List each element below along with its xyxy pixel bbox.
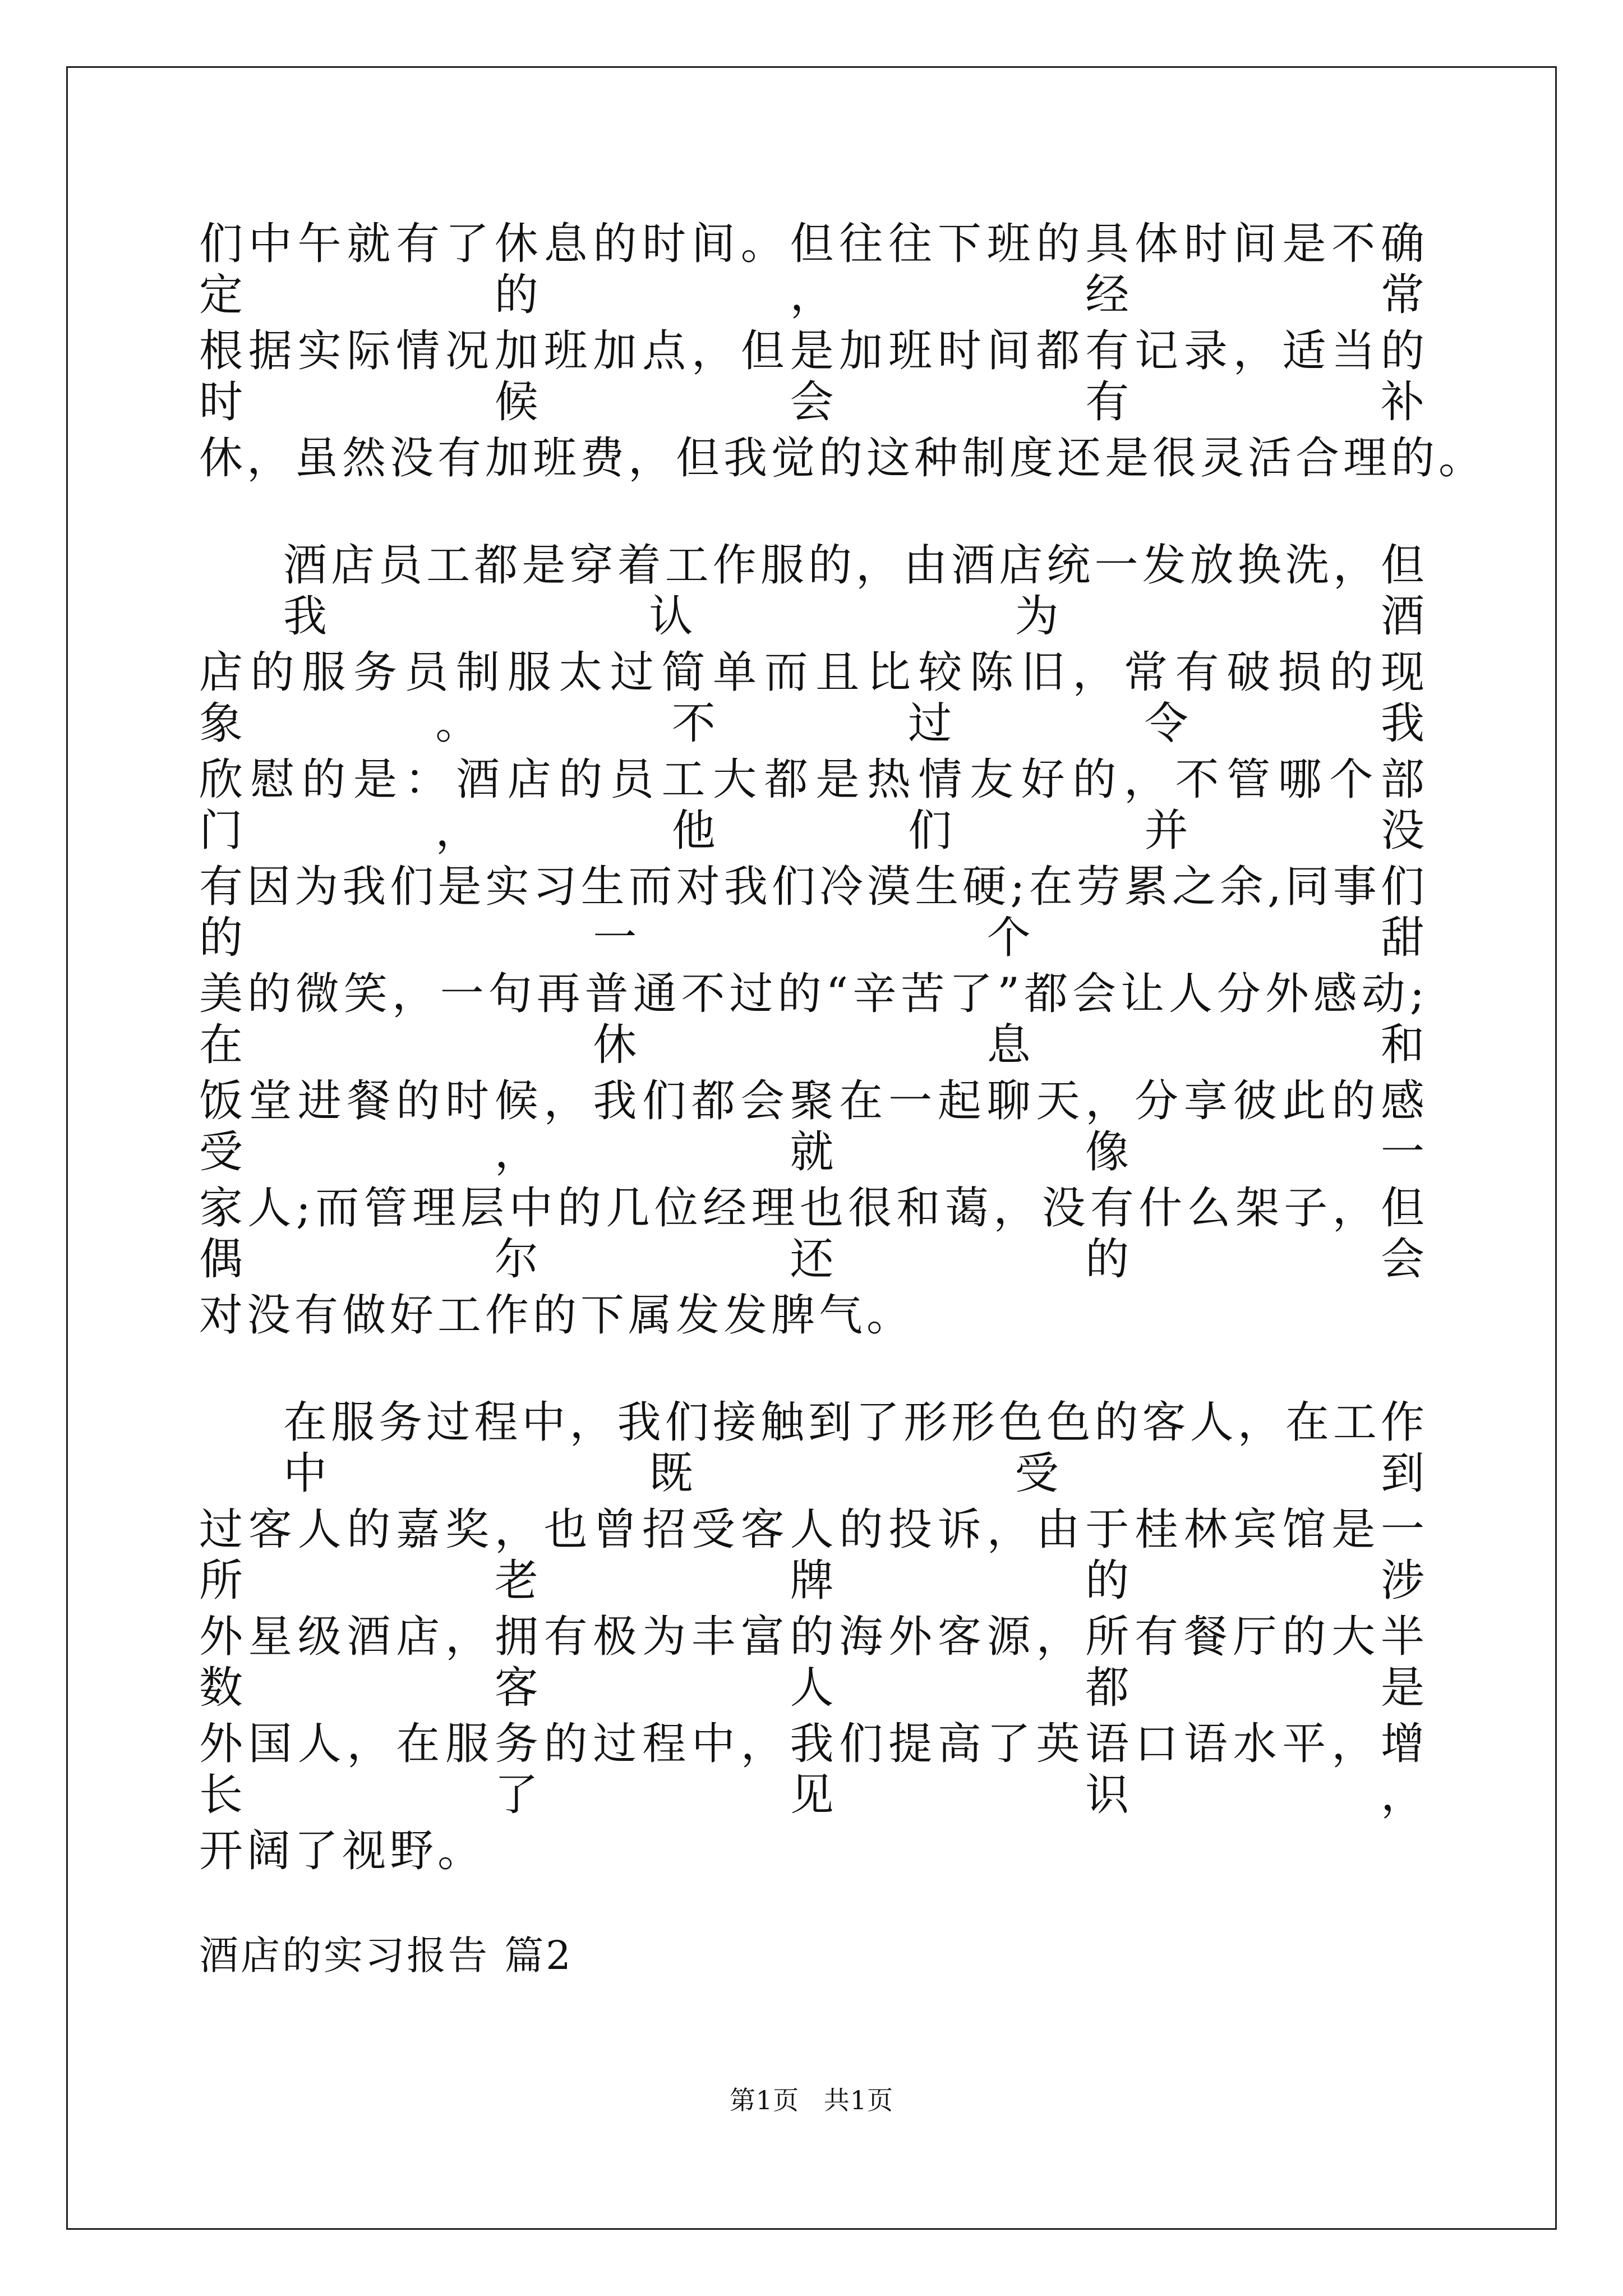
paragraph-lines (199, 219, 1487, 1877)
text-line: 美的微笑，一句再普通不过的“辛苦了”都会让人分外感动;在休息和 (199, 969, 1428, 1070)
text-line: 根据实际情况加班加点，但是加班时间都有记录，适当的时候会有补 (199, 326, 1428, 427)
text-line: 家人;而管理层中的几位经理也很和蔼，没有什么架子，但偶尔还的会 (199, 1183, 1428, 1285)
text-line: 有因为我们是实习生而对我们冷漠生硬;在劳累之余,同事们的一个甜 (199, 862, 1428, 963)
text-line: 对没有做好工作的下属发发脾气。 (199, 1290, 915, 1341)
document-body (199, 219, 1487, 1978)
text-line: 酒店员工都是穿着工作服的，由酒店统一发放换洗，但我认为酒 (283, 540, 1428, 642)
text-line: 过客人的嘉奖，也曾招受客人的投诉，由于桂林宾馆是一所老牌的涉 (199, 1504, 1428, 1606)
text-line: 休，虽然没有加班费，但我觉的这种制度还是很灵活合理的。 (199, 433, 1487, 484)
text-line: 外国人，在服务的过程中，我们提高了英语口语水平，增长了见识， (199, 1719, 1428, 1820)
page-total: 共1页 (823, 2085, 894, 2115)
page-number: 第1页 (729, 2085, 800, 2115)
text-line: 在服务过程中，我们接触到了形形色色的客人，在工作中既受到 (283, 1397, 1428, 1499)
page-footer (0, 2085, 1623, 2116)
text-line: 外星级酒店，拥有极为丰富的海外客源，所有餐厅的大半数客人都是 (199, 1612, 1428, 1713)
text-line: 饭堂进餐的时候，我们都会聚在一起聊天，分享彼此的感受，就像一 (199, 1076, 1428, 1177)
text-line: 欣慰的是：酒店的员工大都是热情友好的，不管哪个部门，他们并没 (199, 754, 1428, 856)
section-heading: 酒店的实习报告 篇2 (199, 1932, 573, 1978)
text-line: 开阔了视野。 (199, 1826, 486, 1876)
text-line: 们中午就有了休息的时间。但往往下班的具体时间是不确定的，经常 (199, 219, 1428, 320)
text-line: 店的服务员制服太过简单而且比较陈旧，常有破损的现象。不过令我 (199, 647, 1428, 749)
